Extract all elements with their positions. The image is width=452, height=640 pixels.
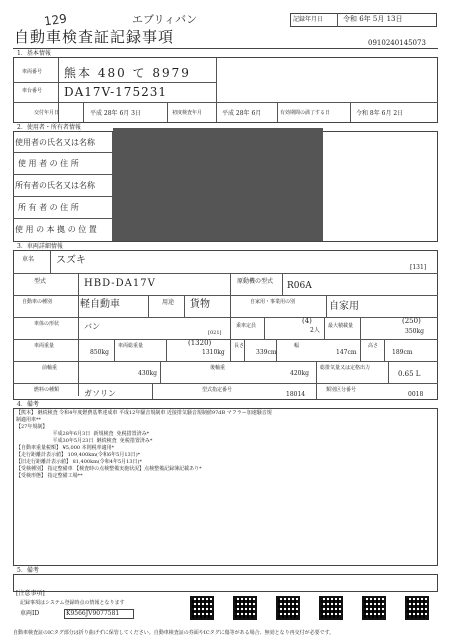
footer-notice: 自動車検査証のICタグ部分は折り曲げずに保管してください。自動車検査証の券面やICタグに傷等がある場合、無効となり再交付が必要です。 <box>13 630 335 636</box>
max-load-label: 最大積載量 <box>328 323 354 329</box>
remarks-line-7: 【走行距離計表示値】 109,400km(令和6年5月13日)* <box>16 452 141 458</box>
chassis-label: 車台番号 <box>22 88 43 94</box>
remarks-line-9: 【受検種別】 指定整備車 【検査時の点検整備実施状況】点検整備記録簿記載あり* <box>16 466 202 472</box>
gross-weight: 1310kg <box>202 349 225 356</box>
section-basic-heading: 1．基本情報 <box>13 48 438 58</box>
rear-axle: 420kg <box>290 370 309 377</box>
first-reg-date: 平成 28年 6月 <box>222 110 262 117</box>
owner-address-label: 所 有 者 の 住 所 <box>18 203 79 212</box>
front-axle: 430kg <box>138 370 157 377</box>
qr-code-6 <box>405 596 429 620</box>
issue-date: 平成 28年 6月 3日 <box>90 110 141 117</box>
class-number-label: 類別区分番号 <box>326 387 357 393</box>
capacity: 2人 <box>310 327 320 334</box>
record-date: 令和 6年 5月 13日 <box>343 15 403 23</box>
remarks-line-2: 制適用車** <box>16 417 42 423</box>
engine-model: R06A <box>287 281 312 291</box>
expiry-date: 令和 8年 6月 2日 <box>356 110 404 117</box>
section-notes-heading: 5．備考 <box>13 565 438 575</box>
vehicle-id-label: 車両ID <box>20 610 40 617</box>
model-label: 型式 <box>34 278 47 285</box>
vehicle-kind: 軽自動車 <box>80 299 120 310</box>
width: 147cm <box>336 349 357 356</box>
kind-label: 自動車の種別 <box>22 299 53 305</box>
gross-label: 車両総重量 <box>118 343 144 349</box>
model: HBD-DA17V <box>84 278 156 289</box>
fuel-label: 燃料の種類 <box>34 387 60 393</box>
remarks-line-10: 【受検形態】 指定整備工場** <box>16 473 83 479</box>
owner-name-label: 所有者の氏名又は名称 <box>15 181 95 190</box>
qr-code-2 <box>233 596 257 620</box>
displacement: 0.65 L <box>398 370 421 378</box>
chassis-number: DA17V-175231 <box>64 85 167 99</box>
front-axle-label: 前軸重 <box>42 365 58 371</box>
height: 189cm <box>392 349 413 356</box>
notes-line: 記録事項はシステム登録時点の情報となります <box>20 600 125 606</box>
vehicle-id: K9566JV9077581 <box>66 610 120 617</box>
length-label: 長さ <box>234 343 245 349</box>
capacity-label: 乗車定員 <box>236 323 257 329</box>
page-title: 自動車検査証記録事項 <box>14 28 175 46</box>
max-load: 350kg <box>405 328 424 335</box>
rear-axle-label: 後軸重 <box>210 365 226 371</box>
vehicle-use: 貨物 <box>190 299 210 310</box>
class-number: 0018 <box>408 391 424 398</box>
user-address-label: 使 用 者 の 住 所 <box>18 159 79 168</box>
body-label: 車体の形状 <box>34 321 60 327</box>
handwritten-number: 129 <box>43 11 68 29</box>
maker-label: 車名 <box>22 256 35 263</box>
body-code: [021] <box>208 330 222 336</box>
handwritten-model: エブリィバン <box>132 13 198 26</box>
section-owner-heading: 2．使用者・所有者情報 <box>13 122 438 132</box>
qr-code-5 <box>362 596 386 620</box>
max-load-top: (250) <box>402 317 421 325</box>
qr-code-4 <box>319 596 343 620</box>
record-date-label: 記録年月日 <box>293 16 324 23</box>
use-label: 用途 <box>162 299 175 306</box>
reg-number-label: 車両番号 <box>22 69 43 75</box>
engine-label: 原動機の型式 <box>237 278 274 285</box>
expiry-label: 有効期間の満了する日 <box>280 110 331 116</box>
remarks-line-3: 【27年規制】 <box>16 424 48 430</box>
first-reg-label: 初度検査年月 <box>172 110 203 116</box>
section-remarks-heading: 4．備考 <box>13 399 438 409</box>
notes-heading: [注意事項] <box>16 590 45 597</box>
document-number: 0910240145073 <box>368 39 426 47</box>
remarks-line-5: 平成30年5月23日 継続検査 免税措置済み* <box>16 438 153 444</box>
displacement-label: 総排気量又は定格出力 <box>320 365 371 371</box>
type-number-label: 型式指定番号 <box>202 387 233 393</box>
base-location-label: 使 用 の 本 拠 の 位 置 <box>15 225 97 234</box>
private-label: 自家用・事業用の別 <box>250 299 296 305</box>
vehicle-weight: 850kg <box>90 349 109 356</box>
type-number: 18014 <box>286 391 306 398</box>
remarks-line-4: 平成28年6月3日 新規検査 免税措置済み* <box>16 431 150 437</box>
capacity-max: (4) <box>302 317 312 325</box>
maker: スズキ <box>56 255 86 266</box>
user-name-label: 使用者の氏名又は名称 <box>15 138 95 147</box>
reg-number: 熊本 480 て 8979 <box>64 66 191 80</box>
qr-code-1 <box>190 596 214 620</box>
redacted-owner-info <box>113 128 323 241</box>
remarks-line-8: 【旧走行距離計表示値】 81,400km(令和4年5月13日)* <box>16 459 142 465</box>
height-label: 高さ <box>368 343 379 349</box>
fuel-type: ガソリン <box>84 389 116 398</box>
weight-label: 車両重量 <box>34 343 55 349</box>
private-use: 自家用 <box>329 301 359 312</box>
section-vehicle-heading: 3．車両詳細情報 <box>13 241 438 251</box>
qr-code-3 <box>276 596 300 620</box>
issue-date-label: 交付年月日 <box>34 110 60 116</box>
body-shape: バン <box>84 322 100 331</box>
length: 339cm <box>256 349 277 356</box>
width-label: 幅 <box>294 343 300 349</box>
remarks-line-1: 【熊本】 継続検査 令和4年度燃費基準達成車 平成12年騒音規制車 近接排気騒音規制値97dB マフラー加速騒音規 <box>16 410 272 416</box>
remarks-line-6: 【自動車重量税額】 ¥5,000 本則税率適用* <box>16 445 115 451</box>
maker-code: [131] <box>410 264 427 271</box>
gross-weight-top: (1320) <box>188 339 212 347</box>
